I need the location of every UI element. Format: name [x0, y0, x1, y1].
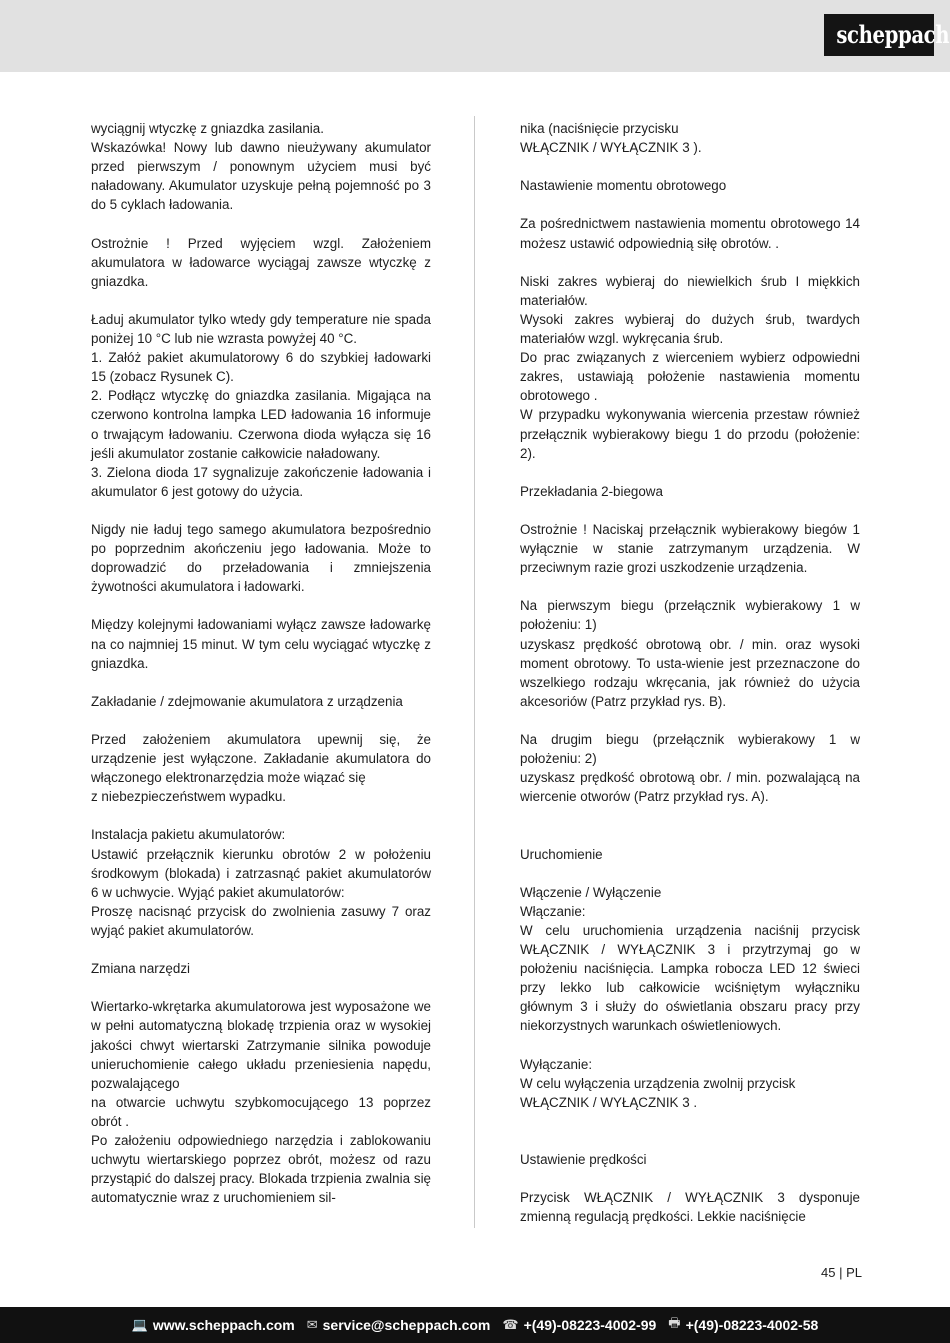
footer-fax: 🖶 +(49)-08223-4002-58 [668, 1314, 818, 1336]
paragraph: Po założeniu odpowiedniego narzędzia i zablokowaniu uchwytu wiertarskiego poprzez obrót, możesz od razu przystąpić do dalszej pracy. Blokada trzpienia zwalnia się automatycznie wraz z uruchomieniem sil- [91, 1132, 431, 1206]
paragraph: 2. Podłącz wtyczkę do gniazdka zasilania. Migająca na czerwono kontrolna lampka LED ładowania 16 informuje o trwającym ładowaniu. Czerwona dioda wyłącza się 16 jeśli akumulator zostanie całkowicie naładowany. [91, 388, 431, 461]
paragraph: Instalacja pakietu akumulatorów: [91, 827, 286, 843]
paragraph: Między kolejnymi ładowaniami wyłącz zawsze ładowarkę na co najmniej 15 minut. W tym celu wyciągać wtyczkę z gniazdka. [91, 617, 431, 671]
paragraph: Zakładanie / zdejmowanie akumulatora z urządzenia [91, 693, 403, 709]
paragraph: na otwarcie uchwytu szybkomocującego 13 poprzez obrót . [91, 1094, 431, 1129]
paragraph: W przypadku wykonywania wiercenia przestaw również przełącznik wybierakowy biegu 1 do przodu (położenie: 2). [520, 407, 860, 461]
paragraph: Wysoki zakres wybieraj do dużych śrub, twardych materiałów wzgl. wykręcania śrub. [520, 311, 860, 347]
paragraph: nika (naciśnięcie przycisku [520, 121, 679, 136]
paragraph-gap [91, 673, 431, 692]
paragraph: Ostrożnie ! Przed wyjęciem wzgl. Założeniem akumulatora w ładowarce wyciągaj zawsze wtyczkę z gniazdka. [91, 235, 431, 289]
paragraph-gap [91, 711, 431, 730]
fax-icon: 🖶 [668, 1315, 681, 1330]
paragraph: z niebezpieczeństwem wypadku. [91, 789, 287, 805]
header-band [0, 0, 950, 72]
paragraph-gap [520, 253, 860, 272]
paragraph: Włączanie: [520, 903, 586, 919]
paragraph: Wiertarko-wkrętarka akumulatorowa jest wyposażone we w pełni automatyczną blokadę trzpienia oraz w wysokiej jakości chwyt wiertarski Zatrzymanie silnika powoduje unieruchomienie całego układu przeniesienia napędu, pozwalającego [91, 999, 431, 1091]
paragraph: 1. Załóż pakiet akumulatorowy 6 do szybkiej ładowarki 15 (zobacz Rysunek C). [91, 350, 431, 385]
paragraph: Włączenie / Wyłączenie [520, 884, 662, 900]
paragraph: 3. Zielona dioda 17 sygnalizuje zakończenie ładowania i akumulator 6 jest gotowy do użycia. [91, 464, 431, 499]
paragraph: Za pośrednictwem nastawienia momentu obrotowego 14 możesz ustawić odpowiednią siłę obrotów. . [520, 216, 860, 251]
paragraph: Przekładania 2-biegowa [520, 483, 663, 499]
footer-contact-bar [0, 1307, 950, 1343]
paragraph: uzyskasz prędkość obrotową obr. / min. pozwalającą na wiercenie otworów (Patrz przykład rys. A). [520, 770, 860, 805]
paragraph: W celu uruchomienia urządzenia naciśnij przycisk WŁĄCZNIK / WYŁĄCZNIK 3 i przytrzymaj go w położeniu naciśnięcia. Lampka robocza LED 12 świeci przy lekko lub całkowicie wciśniętym wyłączniku głównym 3 i służy do oświetlania obszaru pracy przy niekorzystnych warunkach oświetleniowych. [520, 922, 860, 1034]
paragraph-gap [520, 1131, 860, 1150]
paragraph-gap [520, 463, 860, 482]
paragraph: wyciągnij wtyczkę z gniazdka zasilania. [91, 121, 324, 136]
paragraph: Niski zakres wybieraj do niewielkich śrub I miękkich materiałów. [520, 273, 860, 308]
paragraph-gap [520, 195, 860, 214]
paragraph: Wskazówka! Nowy lub dawno nieużywany akumulator przed pierwszym / ponownym użyciem musi być naładowany. Akumulator uzyskuje pełną pojemność po 3 do 5 cyklach ładowania. [91, 140, 431, 213]
paragraph-gap [91, 940, 431, 959]
paragraph: WŁĄCZNIK / WYŁĄCZNIK 3 . [520, 1094, 698, 1110]
paragraph: Do prac związanych z wierceniem wybierz odpowiedni zakres, ustawiają położenie nastawienia momentu obrotowego . [520, 350, 860, 404]
column-divider [474, 116, 475, 1228]
envelope-icon: ✉ [306, 1317, 318, 1332]
paragraph: Nigdy nie ładuj tego samego akumulatora bezpośrednio po poprzednim akończeniu jego ładowania. Może to doprowadzić do przeładowania i zmniejszenia żywotności akumulatora i ładowarki. [91, 521, 431, 595]
paragraph: Zmiana narzędzi [91, 961, 190, 977]
left-text-column [91, 119, 431, 1207]
paragraph-gap [520, 577, 860, 596]
page-number: 45 | PL [821, 1265, 862, 1280]
paragraph-gap [520, 806, 860, 825]
paragraph: Ostrożnie ! Naciskaj przełącznik wybierakowy biegów 1 wyłącznie w stanie zatrzymanym urządzenia. W przeciwnym razie grozi uszkodzenie urządzenia. [520, 521, 860, 576]
paragraph: Nastawienie momentu obrotowego [520, 178, 727, 194]
paragraph: Przed założeniem akumulatora upewnij się, że urządzenie jest wyłączone. Zakładanie akumulatora do włączonego elektronarzędzia może wiązać się [91, 732, 431, 786]
scheppach-logo: scheppach [824, 14, 934, 56]
paragraph-gap [520, 825, 860, 844]
computer-icon: 💻 [131, 1317, 148, 1332]
paragraph-gap [91, 214, 431, 233]
paragraph-gap [520, 1036, 860, 1055]
paragraph: Na drugim biegu (przełącznik wybierakowy 1 w położeniu: 2) [520, 732, 860, 767]
paragraph: Wyłączanie: [520, 1056, 593, 1072]
paragraph-gap [91, 806, 431, 825]
paragraph: Uruchomienie [520, 846, 603, 862]
footer-phone: ☎ +(49)-08223-4002-99 [502, 1317, 657, 1333]
paragraph-gap [520, 1169, 860, 1188]
paragraph: Na pierwszym biegu (przełącznik wybierakowy 1 w położeniu: 1) [520, 598, 860, 633]
paragraph-gap [520, 711, 860, 730]
telephone-icon: ☎ [502, 1317, 519, 1332]
paragraph: W celu wyłączenia urządzenia zwolnij przycisk [520, 1075, 796, 1091]
paragraph: Ustawienie prędkości [520, 1152, 647, 1168]
paragraph-gap [520, 501, 860, 520]
footer-email[interactable]: ✉ service@scheppach.com [306, 1317, 491, 1333]
paragraph-gap [520, 1112, 860, 1131]
paragraph-gap [91, 291, 431, 310]
footer-web[interactable]: 💻 www.scheppach.com [131, 1317, 295, 1333]
paragraph: Przycisk WŁĄCZNIK / WYŁĄCZNIK 3 dysponuje zmienną regulacją prędkości. Lekkie naciśnięcie [520, 1190, 860, 1225]
paragraph-gap [91, 596, 431, 615]
paragraph: Ustawić przełącznik kierunku obrotów 2 w położeniu środkowym (blokada) i zatrzasnąć pakiet akumulatorów 6 w uchwycie. Wyjąć pakiet akumulatorów: [91, 846, 431, 900]
paragraph-gap [520, 157, 860, 176]
paragraph-gap [91, 501, 431, 520]
paragraph: Ładuj akumulator tylko wtedy gdy temperature nie spada poniżej 10 °C lub nie wzrasta powyżej 40 °C. [91, 311, 431, 347]
paragraph-gap [520, 864, 860, 883]
paragraph: uzyskasz prędkość obrotową obr. / min. oraz wysoki moment obrotowy. To usta-wienie jest przeznaczone do wszelkiego rodzaju wkręcania, jak również do użycia akcesoriów (Patrz przykład rys. B). [520, 636, 860, 709]
paragraph: Proszę nacisnąć przycisk do zwolnienia zasuwy 7 oraz wyjąć pakiet akumulatorów. [91, 903, 431, 938]
right-text-column [520, 119, 860, 1226]
paragraph: WŁĄCZNIK / WYŁĄCZNIK 3 ). [520, 140, 702, 156]
paragraph-gap [91, 978, 431, 997]
